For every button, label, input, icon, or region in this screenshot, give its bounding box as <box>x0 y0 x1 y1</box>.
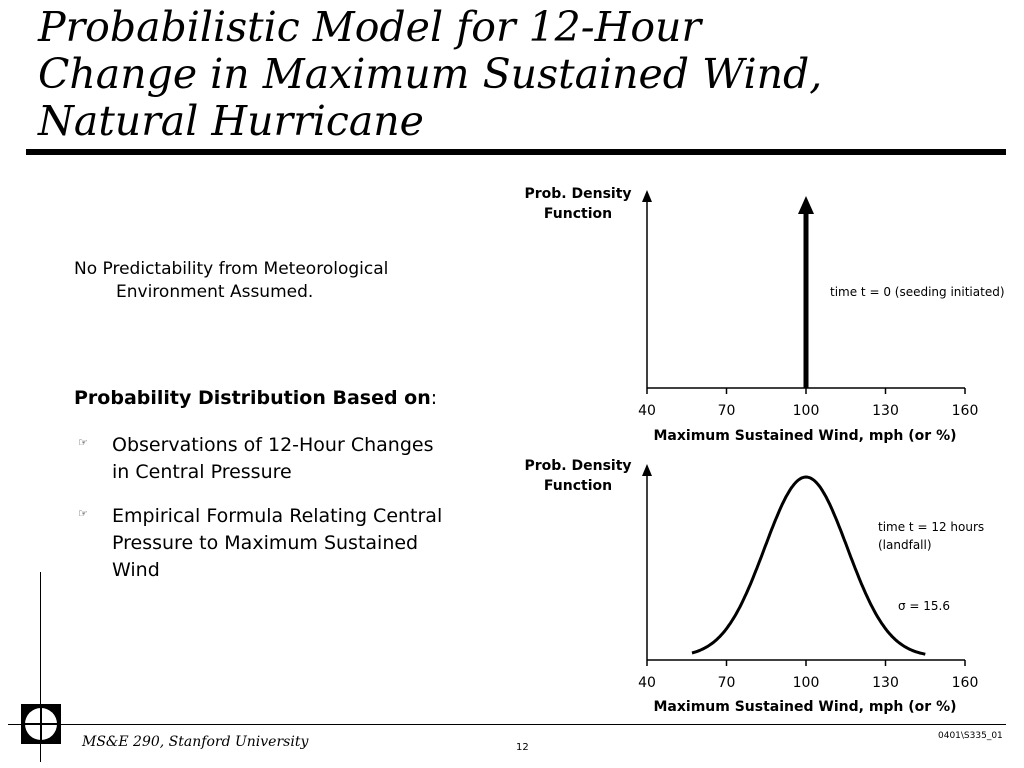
footer-course: MS&E 290, Stanford University <box>82 734 309 750</box>
chart-bottom-tick-label: 160 <box>951 675 979 691</box>
footer-rule <box>8 724 1006 725</box>
chart-bottom-tick-label: 70 <box>717 675 736 691</box>
chart-bottom-sigma-label: σ = 15.6 <box>898 599 951 613</box>
title-line-1: Probabilistic Model for 12-Hour <box>38 3 702 51</box>
logo-vertical-line <box>40 572 41 762</box>
footer-page-number: 12 <box>516 742 529 753</box>
chart-top-ylabel-line1: Prob. Density <box>524 186 632 202</box>
basis-heading-text: Probability Distribution Based on <box>74 387 431 409</box>
bullet-text: Observations of 12-Hour Changes in Central Pressure <box>112 434 434 483</box>
chart-bottom-tick-label: 100 <box>792 675 820 691</box>
title-line-3: Natural Hurricane <box>38 97 424 145</box>
chart-top-ylabel-line2: Function <box>543 206 613 222</box>
pointing-hand-icon: ☞ <box>78 436 88 449</box>
basis-heading-colon: : <box>430 387 438 409</box>
chart-bottom-xlabel: Maximum Sustained Wind, mph (or %) <box>653 699 957 715</box>
chart-bottom <box>524 458 984 715</box>
chart-bottom-ylabel-line1: Prob. Density <box>524 458 632 474</box>
chart-bottom-tick-label: 40 <box>638 675 656 691</box>
title-line-2: Change in Maximum Sustained Wind, <box>38 50 823 98</box>
chart-bottom-ylabel-line2: Function <box>543 478 613 494</box>
chart-top <box>524 186 1004 444</box>
chart-bottom-annotation-line1: time t = 12 hours <box>878 520 985 534</box>
chart-top-tick-label: 70 <box>717 403 736 419</box>
pointing-hand-icon: ☞ <box>78 507 88 520</box>
chart-top-tick-label: 40 <box>638 403 656 419</box>
chart-top-tick-label: 100 <box>792 403 820 419</box>
chart-bottom-tick-label: 130 <box>872 675 899 691</box>
chart-bottom-normal-curve <box>692 477 925 654</box>
footer-code: 0401\S335_01 <box>938 731 1003 741</box>
chart-top-xlabel: Maximum Sustained Wind, mph (or %) <box>653 428 957 444</box>
chart-top-tick-label: 160 <box>951 403 979 419</box>
chart-top-annotation: time t = 0 (seeding initiated) <box>830 285 1005 299</box>
chart-top-spike-arrowhead <box>798 196 814 214</box>
chart-top-tick-label: 130 <box>872 403 899 419</box>
bullet-text: Empirical Formula Relating Central Pressure to Maximum Sustained Wind <box>112 505 443 581</box>
chart-bottom-y-axis-arrow <box>642 464 652 476</box>
chart-top-y-axis-arrow <box>642 190 652 202</box>
predictability-note: No Predictability from Meteorological Environment Assumed. <box>74 259 389 302</box>
chart-bottom-annotation-line2: (landfall) <box>878 538 932 552</box>
